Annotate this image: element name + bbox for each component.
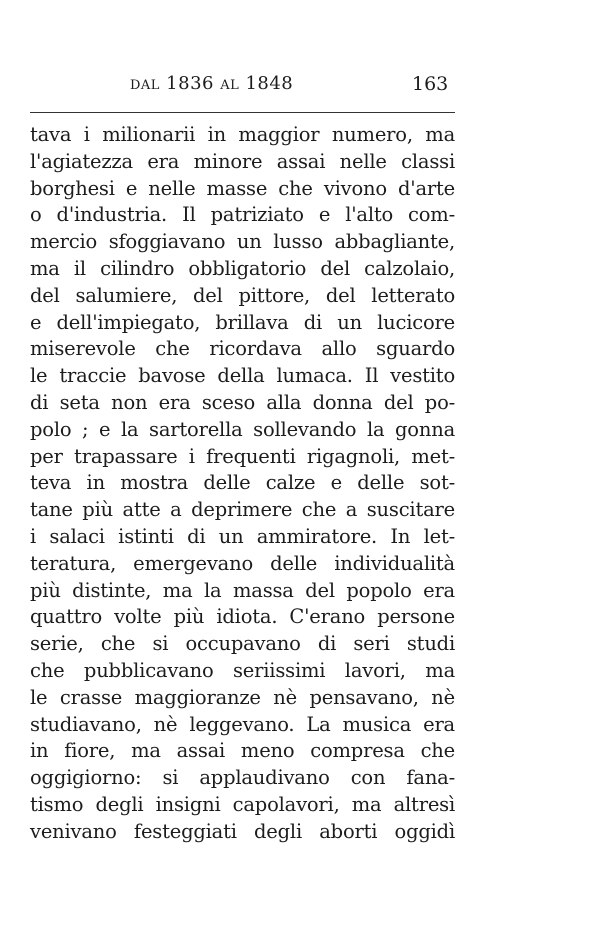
page-number: 163 — [412, 73, 449, 95]
text-line: teva in mostra delle calze e delle sot- — [30, 471, 455, 495]
text-line: tismo degli insigni capolavori, ma altresì — [30, 792, 455, 816]
text-line: i salaci istinti di un ammiratore. In let- — [30, 524, 455, 548]
text-line: oggigiorno: si applaudivano con fana- — [30, 766, 455, 790]
text-line: più distinte, ma la massa del popolo era — [30, 578, 455, 602]
text-line: miserevole che ricordava allo sguardo — [30, 337, 455, 361]
text-line: di seta non era sceso alla donna del po- — [30, 390, 455, 414]
running-head — [0, 73, 590, 103]
text-line: quattro volte più idiota. C'erano persone — [30, 605, 455, 629]
text-line: l'agiatezza era minore assai nelle classi — [30, 149, 455, 173]
text-line: polo ; e la sartorella sollevando la gonna — [30, 417, 455, 441]
text-line: borghesi e nelle masse che vivono d'arte — [30, 176, 455, 200]
text-line: tane più atte a deprimere che a suscitare — [30, 498, 455, 522]
body-text — [30, 122, 455, 846]
text-line: o d'industria. Il patriziato e l'alto com- — [30, 203, 455, 227]
header-rule — [30, 112, 455, 113]
running-head-title: dal 1836 al 1848 — [130, 73, 294, 94]
text-line: e dell'impiegato, brillava di un lucicore — [30, 310, 455, 334]
text-line: serie, che si occupavano di seri studi — [30, 632, 455, 656]
text-line: ma il cilindro obbligatorio del calzolaio, — [30, 256, 455, 280]
text-line: venivano festeggiati degli aborti oggidì — [30, 819, 455, 843]
text-line: le traccie bavose della lumaca. Il vestito — [30, 364, 455, 388]
text-line: per trapassare i frequenti rigagnoli, met- — [30, 444, 455, 468]
text-line: le crasse maggioranze nè pensavano, nè — [30, 685, 455, 709]
text-line: teratura, emergevano delle individualità — [30, 551, 455, 575]
text-line: studiavano, nè leggevano. La musica era — [30, 712, 455, 736]
text-line: che pubblicavano seriissimi lavori, ma — [30, 658, 455, 682]
text-line: mercio sfoggiavano un lusso abbagliante, — [30, 230, 455, 254]
text-line: in fiore, ma assai meno compresa che — [30, 739, 455, 763]
text-line: del salumiere, del pittore, del letterato — [30, 283, 455, 307]
text-line: tava i milionarii in maggior numero, ma — [30, 123, 455, 146]
